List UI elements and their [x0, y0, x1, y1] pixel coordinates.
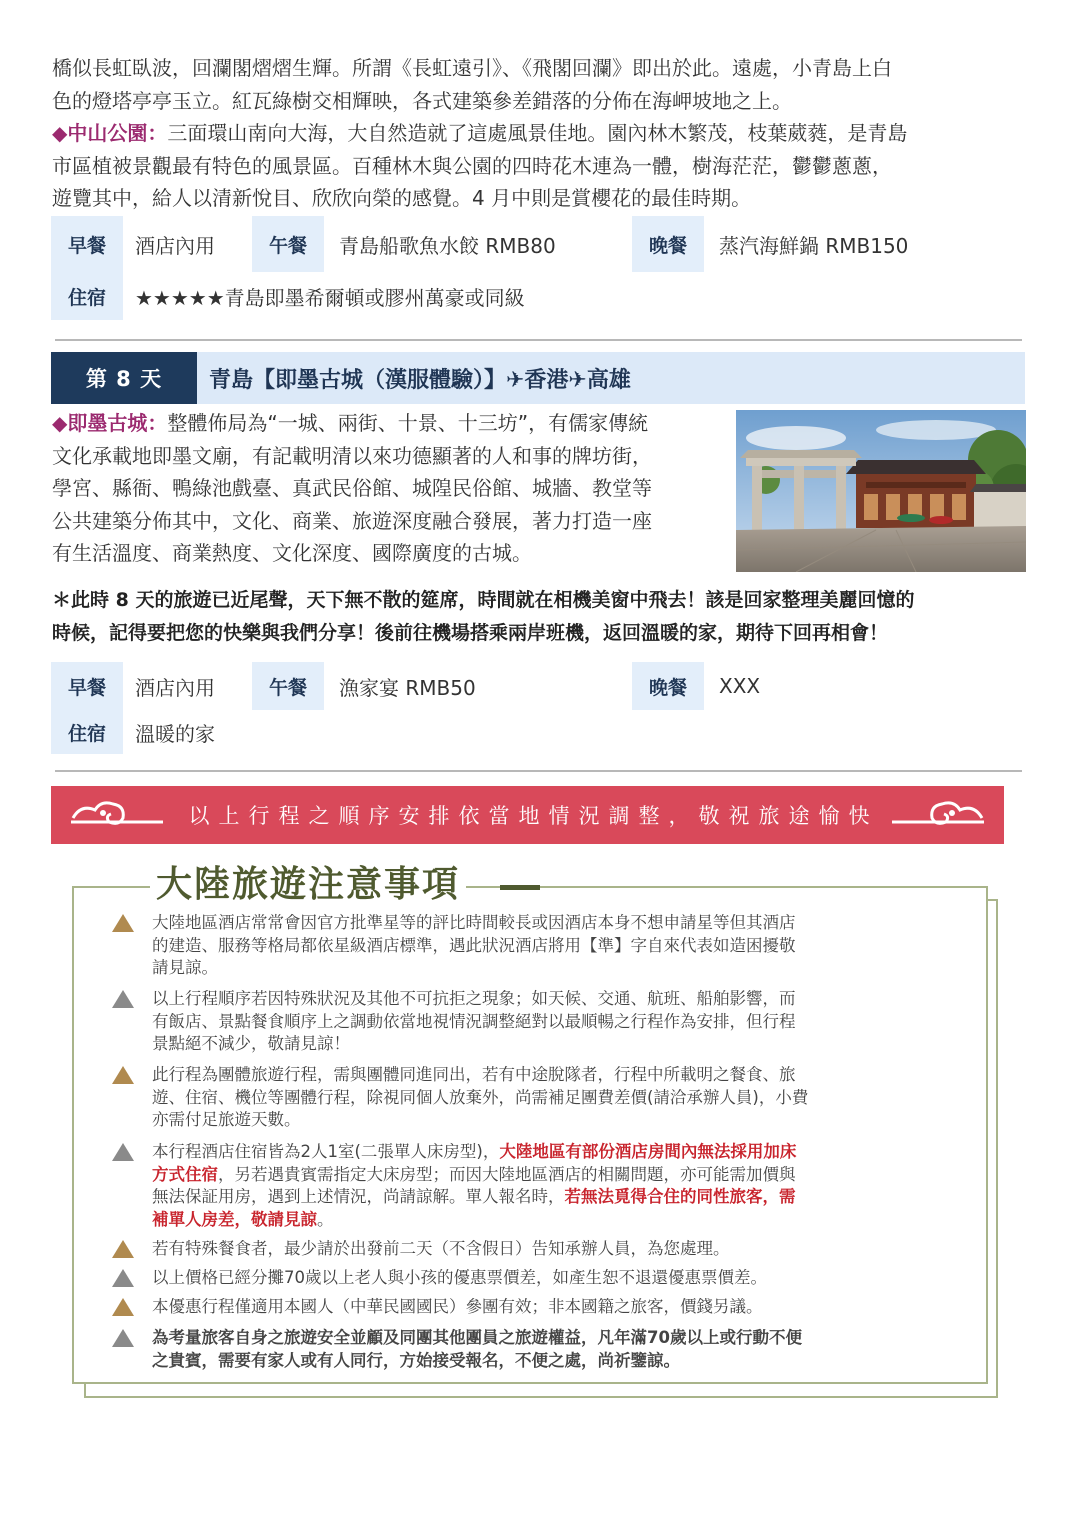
notice-item-2-line-3: 景點絕不減少，敬請見諒！ [152, 1034, 350, 1053]
title-dash [500, 885, 540, 890]
divider [55, 339, 1022, 341]
notice-item-4-highlight: 大陸地區有部份酒店房間內無法採用加床 [499, 1142, 797, 1161]
jimo-text-1: 整體佈局為“一城、兩街、十景、十三坊”，有儒家傳統 [167, 411, 649, 435]
stay-label: 住宿 [51, 710, 123, 754]
triangle-bullet-icon [112, 1269, 134, 1287]
notice-item-4-line-4 [152, 1209, 952, 1232]
notice-item-2-line-2: 有飯店、景點餐食順序上之調動依當地視情況調整絕對以最順暢之行程作為安排，但行程 [152, 1011, 796, 1031]
jimo-ancient-town-photo [736, 410, 1026, 572]
intro-line-1: 橋似長虹臥波，回瀾閣熠熠生輝。所謂《長虹遠引》、《飛閣回瀾》即出於此。遠處，小青島上白 [52, 56, 892, 80]
dinner-value: 蒸汽海鮮鍋 RMB150 [719, 233, 909, 258]
notice-item-1-line-3: 請見諒。 [152, 958, 218, 977]
zhongshan-label: ◆中山公園： [52, 121, 168, 145]
notice-item-7-line-1: 本優惠行程僅適用本國人（中華民國國民）參團有效；非本國籍之旅客，價錢另議。 [152, 1297, 763, 1316]
jimo-line-5: 有生活溫度、商業熱度、文化深度、國際廣度的古城。 [52, 541, 532, 565]
notice-item-4-text: 。 [317, 1209, 334, 1229]
divider [55, 770, 1022, 772]
notice-item-4-highlight: 補單人房差，敬請見諒 [152, 1209, 317, 1229]
triangle-bullet-icon [112, 1143, 134, 1161]
notice-item-4-highlight: 若無法覓得合住的同性旅客，需 [564, 1187, 796, 1206]
dinner-value: XXX [719, 674, 761, 698]
notice-item-4-line-3 [152, 1186, 952, 1209]
day8-title: 青島【即墨古城（漢服體驗）】✈香港✈高雄 [209, 367, 631, 393]
notice-item-4-text: 本行程酒店住宿皆為2人1室(二張單人床房型)， [152, 1142, 500, 1161]
lunch-value: 漁家宴 RMB50 [339, 675, 476, 700]
zhongshan-text-1: 三面環山南向大海，大自然造就了這處風景佳地。園內林木繁茂，枝葉葳蕤，是青島 [167, 121, 908, 145]
notice-item-4-text: ，另若遇貴賓需指定大床房型；而因大陸地區酒店的相關問題，亦可能需加價與 [218, 1164, 796, 1184]
day8-meals-row [51, 662, 1031, 710]
jimo-line-3: 學宮、縣衙、鴨綠池戲臺、真武民俗館、城隍民俗館、城牆、教堂等 [52, 476, 652, 500]
day7-meals-row [51, 216, 1031, 272]
notice-item-3-line-3: 亦需付足旅遊天數。 [152, 1110, 301, 1129]
day8-stay-row [51, 710, 1031, 754]
breakfast-value: 酒店內用 [135, 233, 215, 258]
cloud-right-icon [890, 798, 986, 832]
lunch-value: 青島船歌魚水餃 RMB80 [339, 233, 556, 258]
breakfast-label: 早餐 [51, 662, 123, 710]
jimo-line-1 [52, 407, 732, 440]
jimo-line-4: 公共建築分佈其中，文化、商業、旅遊深度融合發展，著力打造一座 [52, 508, 652, 533]
lunch-label: 午餐 [252, 662, 324, 710]
notice-item-4-text: 無法保証用房，遇到上述情況，尚請諒解。單人報名時， [152, 1187, 565, 1206]
jimo-line-2: 文化承載地即墨文廟，有記載明清以來功德顯著的人和事的牌坊街， [52, 443, 652, 468]
itinerary-banner [51, 786, 1004, 844]
breakfast-value: 酒店內用 [135, 675, 215, 700]
intro-line-2: 色的燈塔亭亭玉立。紅瓦綠樹交相輝映，各式建築參差錯落的分佈在海岬坡地之上。 [52, 88, 792, 113]
jimo-label: ◆即墨古城： [52, 411, 168, 435]
notice-item-4-line-2 [152, 1164, 952, 1187]
triangle-bullet-icon [112, 1240, 134, 1258]
notice-item-6-line-1: 以上價格已經分攤70歲以上老人與小孩的優惠票價差，如產生恕不退還優惠票價差。 [152, 1268, 767, 1287]
day8-label: 第 8 天 [51, 352, 197, 404]
day8-note-line-1: ＊此時 8 天的旅遊已近尾聲，天下無不散的筵席，時間就在相機美窗中飛去！該是回家整理美麗回憶的 [52, 589, 915, 611]
dinner-label: 晚餐 [632, 662, 704, 710]
zhongshan-line-1 [52, 117, 1037, 150]
day8-header [51, 352, 1025, 404]
stay-value: 溫暖的家 [135, 721, 215, 746]
day7-stay-row [51, 272, 1031, 320]
notice-item-4-highlight: 方式住宿 [152, 1164, 218, 1184]
zhongshan-line-2: 市區植被景觀最有特色的風景區。百種林木與公園的四時花木連為一體，樹海茫茫，鬱鬱蔥蔥， [52, 153, 892, 178]
day8-note-line-2: 時候，記得要把您的快樂與我們分享！後前往機場搭乘兩岸班機，返回溫暖的家，期待下回再相會！ [52, 622, 889, 644]
notice-item-1-line-1: 大陸地區酒店常常會因官方批準星等的評比時間較長或因酒店本身不想申請星等但其酒店 [152, 913, 796, 932]
notice-item-8-line-1: 為考量旅客自身之旅遊安全並顧及同團其他團員之旅遊權益，凡年滿70歲以上或行動不便 [152, 1328, 802, 1347]
stay-value: ★★★★★青島即墨希爾頓或膠州萬豪或同級 [135, 285, 525, 310]
notice-item-4-line-1 [152, 1141, 952, 1164]
triangle-bullet-icon [112, 1066, 134, 1084]
notice-item-2-line-1: 以上行程順序若因特殊狀況及其他不可抗拒之現象；如天候、交通、航班、船舶影響，而 [152, 989, 796, 1008]
lunch-label: 午餐 [252, 216, 324, 272]
triangle-bullet-icon [112, 914, 134, 932]
triangle-bullet-icon [112, 1298, 134, 1316]
notice-item-5-line-1: 若有特殊餐食者，最少請於出發前二天（不含假日）告知承辦人員，為您處理。 [152, 1239, 730, 1258]
zhongshan-line-3: 遊覽其中，給人以清新悅目、欣欣向榮的感覺。4 月中則是賞櫻花的最佳時期。 [52, 186, 752, 210]
triangle-bullet-icon [112, 1329, 134, 1347]
notice-title: 大陸旅遊注意事項 [150, 858, 466, 910]
notice-item-3-line-1: 此行程為團體旅遊行程，需與團體同進同出，若有中途脫隊者，行程中所載明之餐食、旅 [152, 1065, 796, 1084]
triangle-bullet-icon [112, 990, 134, 1008]
dinner-label: 晚餐 [632, 216, 704, 272]
banner-text: 以上行程之順序安排依當地情況調整，敬祝旅途愉快 [188, 804, 879, 828]
breakfast-label: 早餐 [51, 216, 123, 272]
notice-item-8-line-2: 之貴賓，需要有家人或有人同行，方始接受報名，不便之處，尚祈鑒諒。 [152, 1350, 680, 1370]
stay-label: 住宿 [51, 272, 123, 320]
notice-item-3-line-2: 遊、住宿、機位等團體行程，除視同個人放棄外，尚需補足團費差價(請洽承辦人員)，小費 [152, 1087, 809, 1107]
notice-item-1-line-2: 的建造、服務等格局都依星級酒店標準，遇此狀況酒店將用【準】字自來代表如造困擾敬 [152, 935, 796, 955]
